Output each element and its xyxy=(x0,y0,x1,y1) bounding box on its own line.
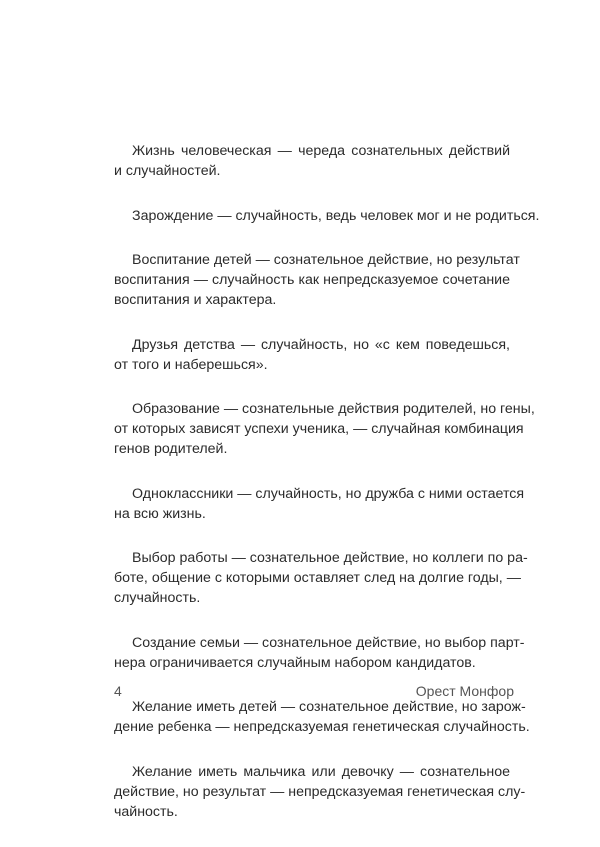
paragraph-line: от того и наберешься». xyxy=(114,356,268,373)
paragraph xyxy=(114,142,510,182)
body-text xyxy=(114,142,540,847)
paragraph-line: дение ребенка — непредсказуемая генетическая случайность. xyxy=(114,719,530,736)
paragraph-line: от которых зависят успехи ученика, — случайная комбинация xyxy=(114,421,524,438)
paragraph xyxy=(114,634,525,674)
paragraph-line: боте, общение с которыми оставляет след на долгие годы, — xyxy=(114,570,521,587)
paragraph xyxy=(114,251,520,310)
page-number: 4 xyxy=(114,683,122,699)
paragraph-line: чайность. xyxy=(114,803,178,820)
paragraph-line: генов родителей. xyxy=(114,440,228,457)
paragraph-line: Друзья детства — случайность, но «с кем поведешься, xyxy=(132,336,510,353)
paragraph-line: воспитания и характера. xyxy=(114,291,277,308)
paragraph-line: Зарождение — случайность, ведь человек мог и не родиться. xyxy=(132,207,540,224)
paragraph xyxy=(114,336,510,376)
paragraph-line: Одноклассники — случайность, но дружба с ними остается xyxy=(132,485,525,502)
paragraph-line: Желание иметь детей — сознательное действие, но зарож- xyxy=(132,699,526,716)
author-name: Орест Монфор xyxy=(415,683,514,699)
paragraph xyxy=(114,698,530,738)
paragraph-line: Выбор работы — сознательное действие, но коллеги по ра- xyxy=(132,550,528,567)
paragraph xyxy=(114,549,528,608)
paragraph xyxy=(114,485,525,525)
paragraph-line: Образование — сознательные действия родителей, но гены, xyxy=(132,401,535,418)
paragraph-line: нера ограничивается случайным набором кандидатов. xyxy=(114,654,476,671)
paragraph-line: Жизнь человеческая — череда сознательных действий xyxy=(132,143,510,159)
paragraph-line: на всю жизнь. xyxy=(114,505,206,522)
paragraph-line: действие, но результат — непредсказуемая генетическая слу- xyxy=(114,783,526,800)
paragraph-line: Воспитание детей — сознательное действие, но результат xyxy=(132,252,520,269)
paragraph xyxy=(114,207,540,227)
paragraph xyxy=(114,763,526,822)
paragraph-line: воспитания — случайность как непредсказуемое сочетание xyxy=(114,272,510,289)
paragraph-line: Создание семьи — сознательное действие, но выбор парт- xyxy=(132,634,525,651)
paragraph xyxy=(114,400,535,459)
paragraph-line: и случайностей. xyxy=(114,162,221,179)
paragraph-line: Желание иметь мальчика или девочку — сознательное xyxy=(132,763,510,780)
paragraph-line: случайность. xyxy=(114,589,201,606)
